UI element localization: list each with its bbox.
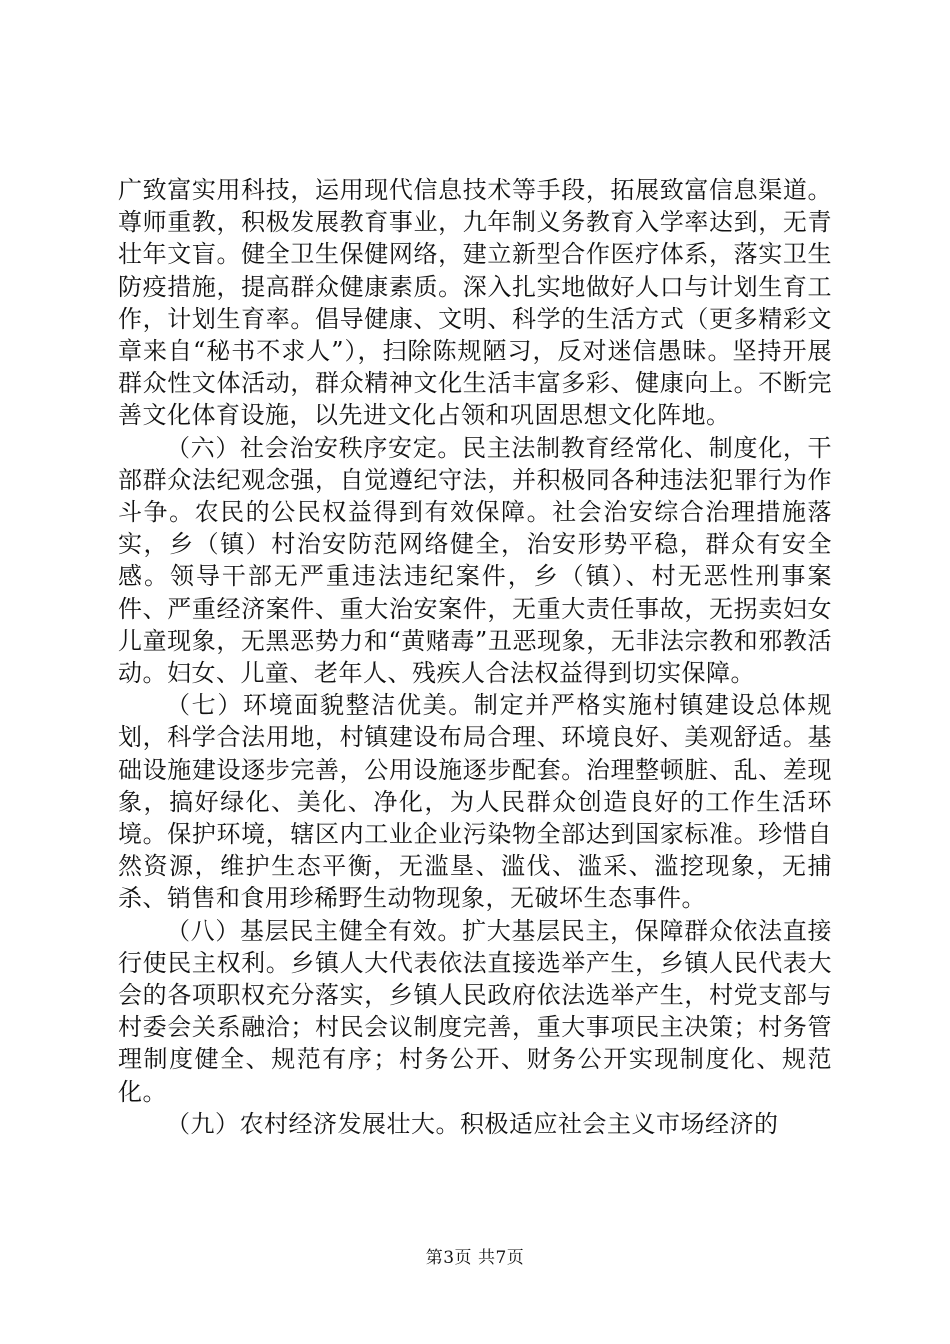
document-body [118,174,832,1140]
paragraph-1: 广致富实用科技，运用现代信息技术等手段，拓展致富信息渠道。尊师重教，积极发展教育事业，九年制义务教育入学率达到，无青壮年文盲。健全卫生保健网络，建立新型合作医疗体系，落实卫生防疫措施，提高群众健康素质。深入扎实地做好人口与计划生育工作，计划生育率。倡导健康、文明、科学的生活方式（更多精彩文章来自“秘书不求人”），扫除陈规陋习，反对迷信愚昧。坚持开展群众性文体活动，群众精神文化生活丰富多彩、健康向上。不断完善文化体育设施，以先进文化占领和巩固思想文化阵地。 [118,176,832,430]
paragraph-4: （八）基层民主健全有效。扩大基层民主，保障群众依法直接行使民主权利。乡镇人大代表依法直接选举产生，乡镇人民代表大会的各项职权充分落实，乡镇人民政府依法选举产生，村党支部与村委会关系融洽；村民会议制度完善，重大事项民主决策；村务管理制度健全、规范有序；村务公开、财务公开实现制度化、规范化。 [118,916,832,1106]
paragraph-2: （六）社会治安秩序安定。民主法制教育经常化、制度化，干部群众法纪观念强，自觉遵纪守法，并积极同各种违法犯罪行为作斗争。农民的公民权益得到有效保障。社会治安综合治理措施落实，乡（镇）村治安防范网络健全，治安形势平稳，群众有安全感。领导干部无严重违法违纪案件，乡（镇）、村无恶性刑事案件、严重经济案件、重大治安案件，无重大责任事故，无拐卖妇女儿童现象，无黑恶势力和“黄赌毒”丑恶现象，无非法宗教和邪教活动。妇女、儿童、老年人、残疾人合法权益得到切实保障。 [118,433,832,688]
page-footer: 第3页 共7页 [425,1248,525,1268]
paragraph-3: （七）环境面貌整洁优美。制定并严格实施村镇建设总体规划，科学合法用地，村镇建设布局合理、环境良好、美观舒适。基础设施建设逐步完善，公用设施逐步配套。治理整顿脏、乱、差现象，搞好绿化、美化、净化，为人民群众创造良好的工作生活环境。保护环境，辖区内工业企业污染物全部达到国家标准。珍惜自然资源，维护生态平衡，无滥垦、滥伐、滥采、滥挖现象，无捕杀、销售和食用珍稀野生动物现象，无破坏生态事件。 [118,691,832,913]
paragraph-5: （九）农村经济发展壮大。积极适应社会主义市场经济的 [166,1109,779,1138]
